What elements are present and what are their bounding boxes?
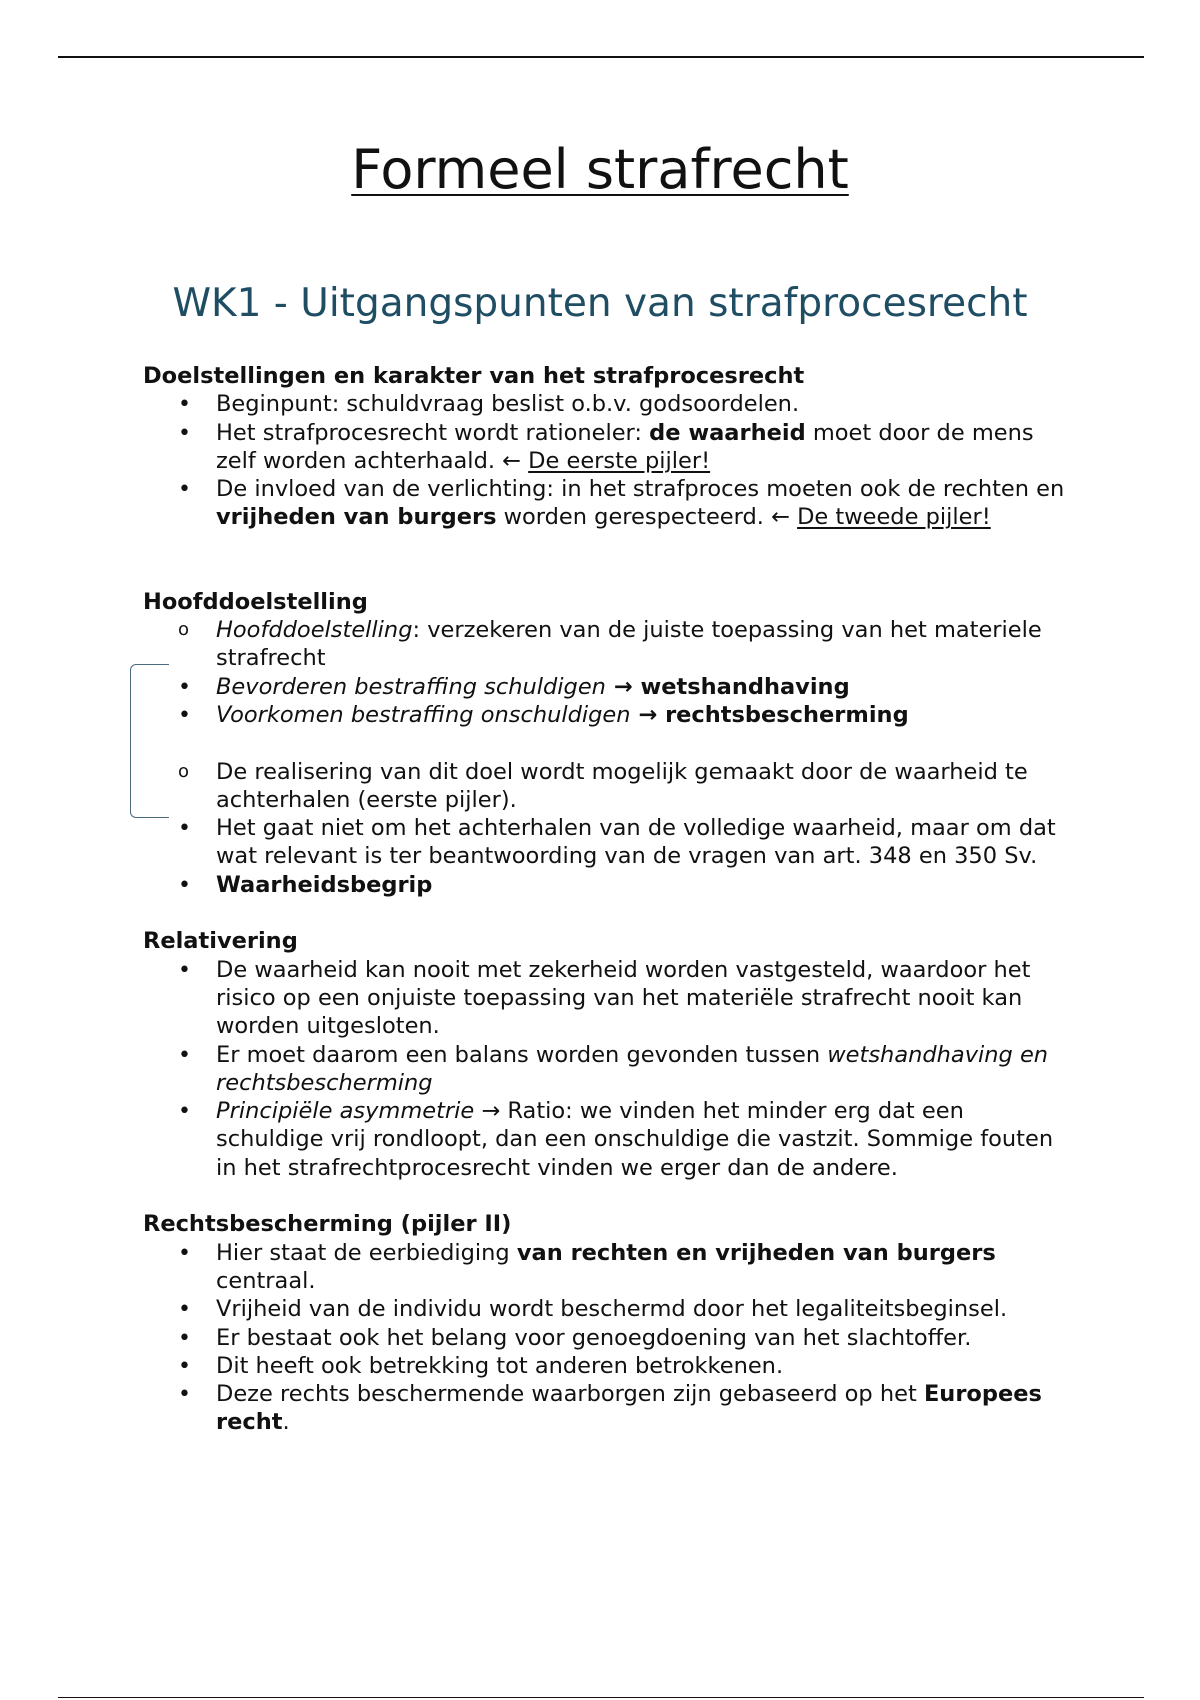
bullet-marker (178, 1324, 198, 1353)
bullet-marker (178, 475, 198, 504)
bullet-marker (178, 419, 198, 448)
list-item: • Er bestaat ook het belang voor genoegdoening van het slachtoffer. (143, 1324, 1078, 1352)
bullet-marker (178, 390, 198, 419)
header-rule (58, 56, 1144, 58)
bullet-marker (178, 871, 198, 900)
bullet-list (143, 616, 1078, 729)
bullet-list (143, 956, 1078, 1182)
bullet-list (143, 1239, 1078, 1437)
section-heading-hoofddoelstelling: Hoofddoelstelling (143, 588, 368, 615)
list-item: • Er moet daarom een balans worden gevonden tussen wetshandhaving en rechtsbescherming (143, 1041, 1078, 1098)
list-item: • Het gaat niet om het achterhalen van de volledige waarheid, maar om dat wat relevant is ter beantwoording van de vragen van art. 348 en 350 Sv. (143, 814, 1078, 871)
bullet-marker (178, 673, 198, 702)
list-item: o Hoofddoelstelling: verzekeren van de juiste toepassing van het materiele strafrecht (178, 617, 1042, 672)
footer-rule (58, 1697, 1144, 1698)
section-heading-relativering: Relativering (143, 928, 298, 955)
list-item: • Deze rechts beschermende waarborgen zijn gebaseerd op het Europees recht. (143, 1380, 1078, 1437)
bullet-marker (178, 701, 198, 730)
list-item: • Waarheidsbegrip (143, 871, 1078, 899)
bullet-marker (178, 814, 198, 843)
bullet-marker (178, 956, 198, 985)
circle-marker: o (178, 619, 190, 641)
document-title: Formeel strafrecht (351, 138, 849, 201)
list-item: • Het strafprocesrecht wordt rationeler: de waarheid moet door de mens zelf worden achterhaald. ← De eerste pijler! (143, 419, 1078, 476)
bullet-marker (178, 1097, 198, 1126)
bullet-marker (178, 1041, 198, 1070)
bullet-marker (178, 1352, 198, 1381)
first-pillar-link: De eerste pijler! (528, 447, 711, 474)
circle-marker: o (178, 760, 190, 782)
bullet-marker (178, 1380, 198, 1409)
list-item: • Bevorderen bestraffing schuldigen → wetshandhaving (143, 673, 1078, 701)
section-heading-rechtsbescherming: Rechtsbescherming (pijler II) (143, 1211, 512, 1238)
bullet-marker (178, 1239, 198, 1268)
document-body (143, 362, 1078, 1437)
list-item: • Dit heeft ook betrekking tot anderen betrokkenen. (143, 1352, 1078, 1380)
list-item: • De invloed van de verlichting: in het strafproces moeten ook de rechten en vrijheden van burgers worden gerespecteerd. ← De tweede pijler! (143, 475, 1078, 532)
list-item: • De waarheid kan nooit met zekerheid worden vastgesteld, waardoor het risico op een onjuiste toepassing van het materiële strafrecht nooit kan worden uitgesloten. (143, 956, 1078, 1041)
second-pillar-link: De tweede pijler! (797, 504, 991, 531)
list-item: o De realisering van dit doel wordt mogelijk gemaakt door de waarheid te achterhalen (eerste pijler). (178, 758, 1028, 813)
bullet-marker (178, 1295, 198, 1324)
list-item: • Vrijheid van de individu wordt beschermd door het legaliteitsbeginsel. (143, 1295, 1078, 1323)
list-item: • Beginpunt: schuldvraag beslist o.b.v. godsoordelen. (143, 390, 1078, 418)
week-heading: WK1 - Uitgangspunten van strafprocesrecht (172, 281, 1028, 326)
list-item: • Principiële asymmetrie → Ratio: we vinden het minder erg dat een schuldige vrij rondloopt, dan een onschuldige die vastzit. Sommige fouten in het strafrechtprocesrecht vinden we erger dan de andere. (143, 1097, 1078, 1182)
bullet-list (143, 758, 1078, 899)
section-heading-doelstellingen: Doelstellingen en karakter van het strafprocesrecht (143, 363, 805, 389)
list-item: • Hier staat de eerbiediging van rechten en vrijheden van burgers centraal. (143, 1239, 1078, 1296)
list-item: • Voorkomen bestraffing onschuldigen → rechtsbescherming (143, 701, 1078, 729)
bullet-list (143, 390, 1078, 531)
